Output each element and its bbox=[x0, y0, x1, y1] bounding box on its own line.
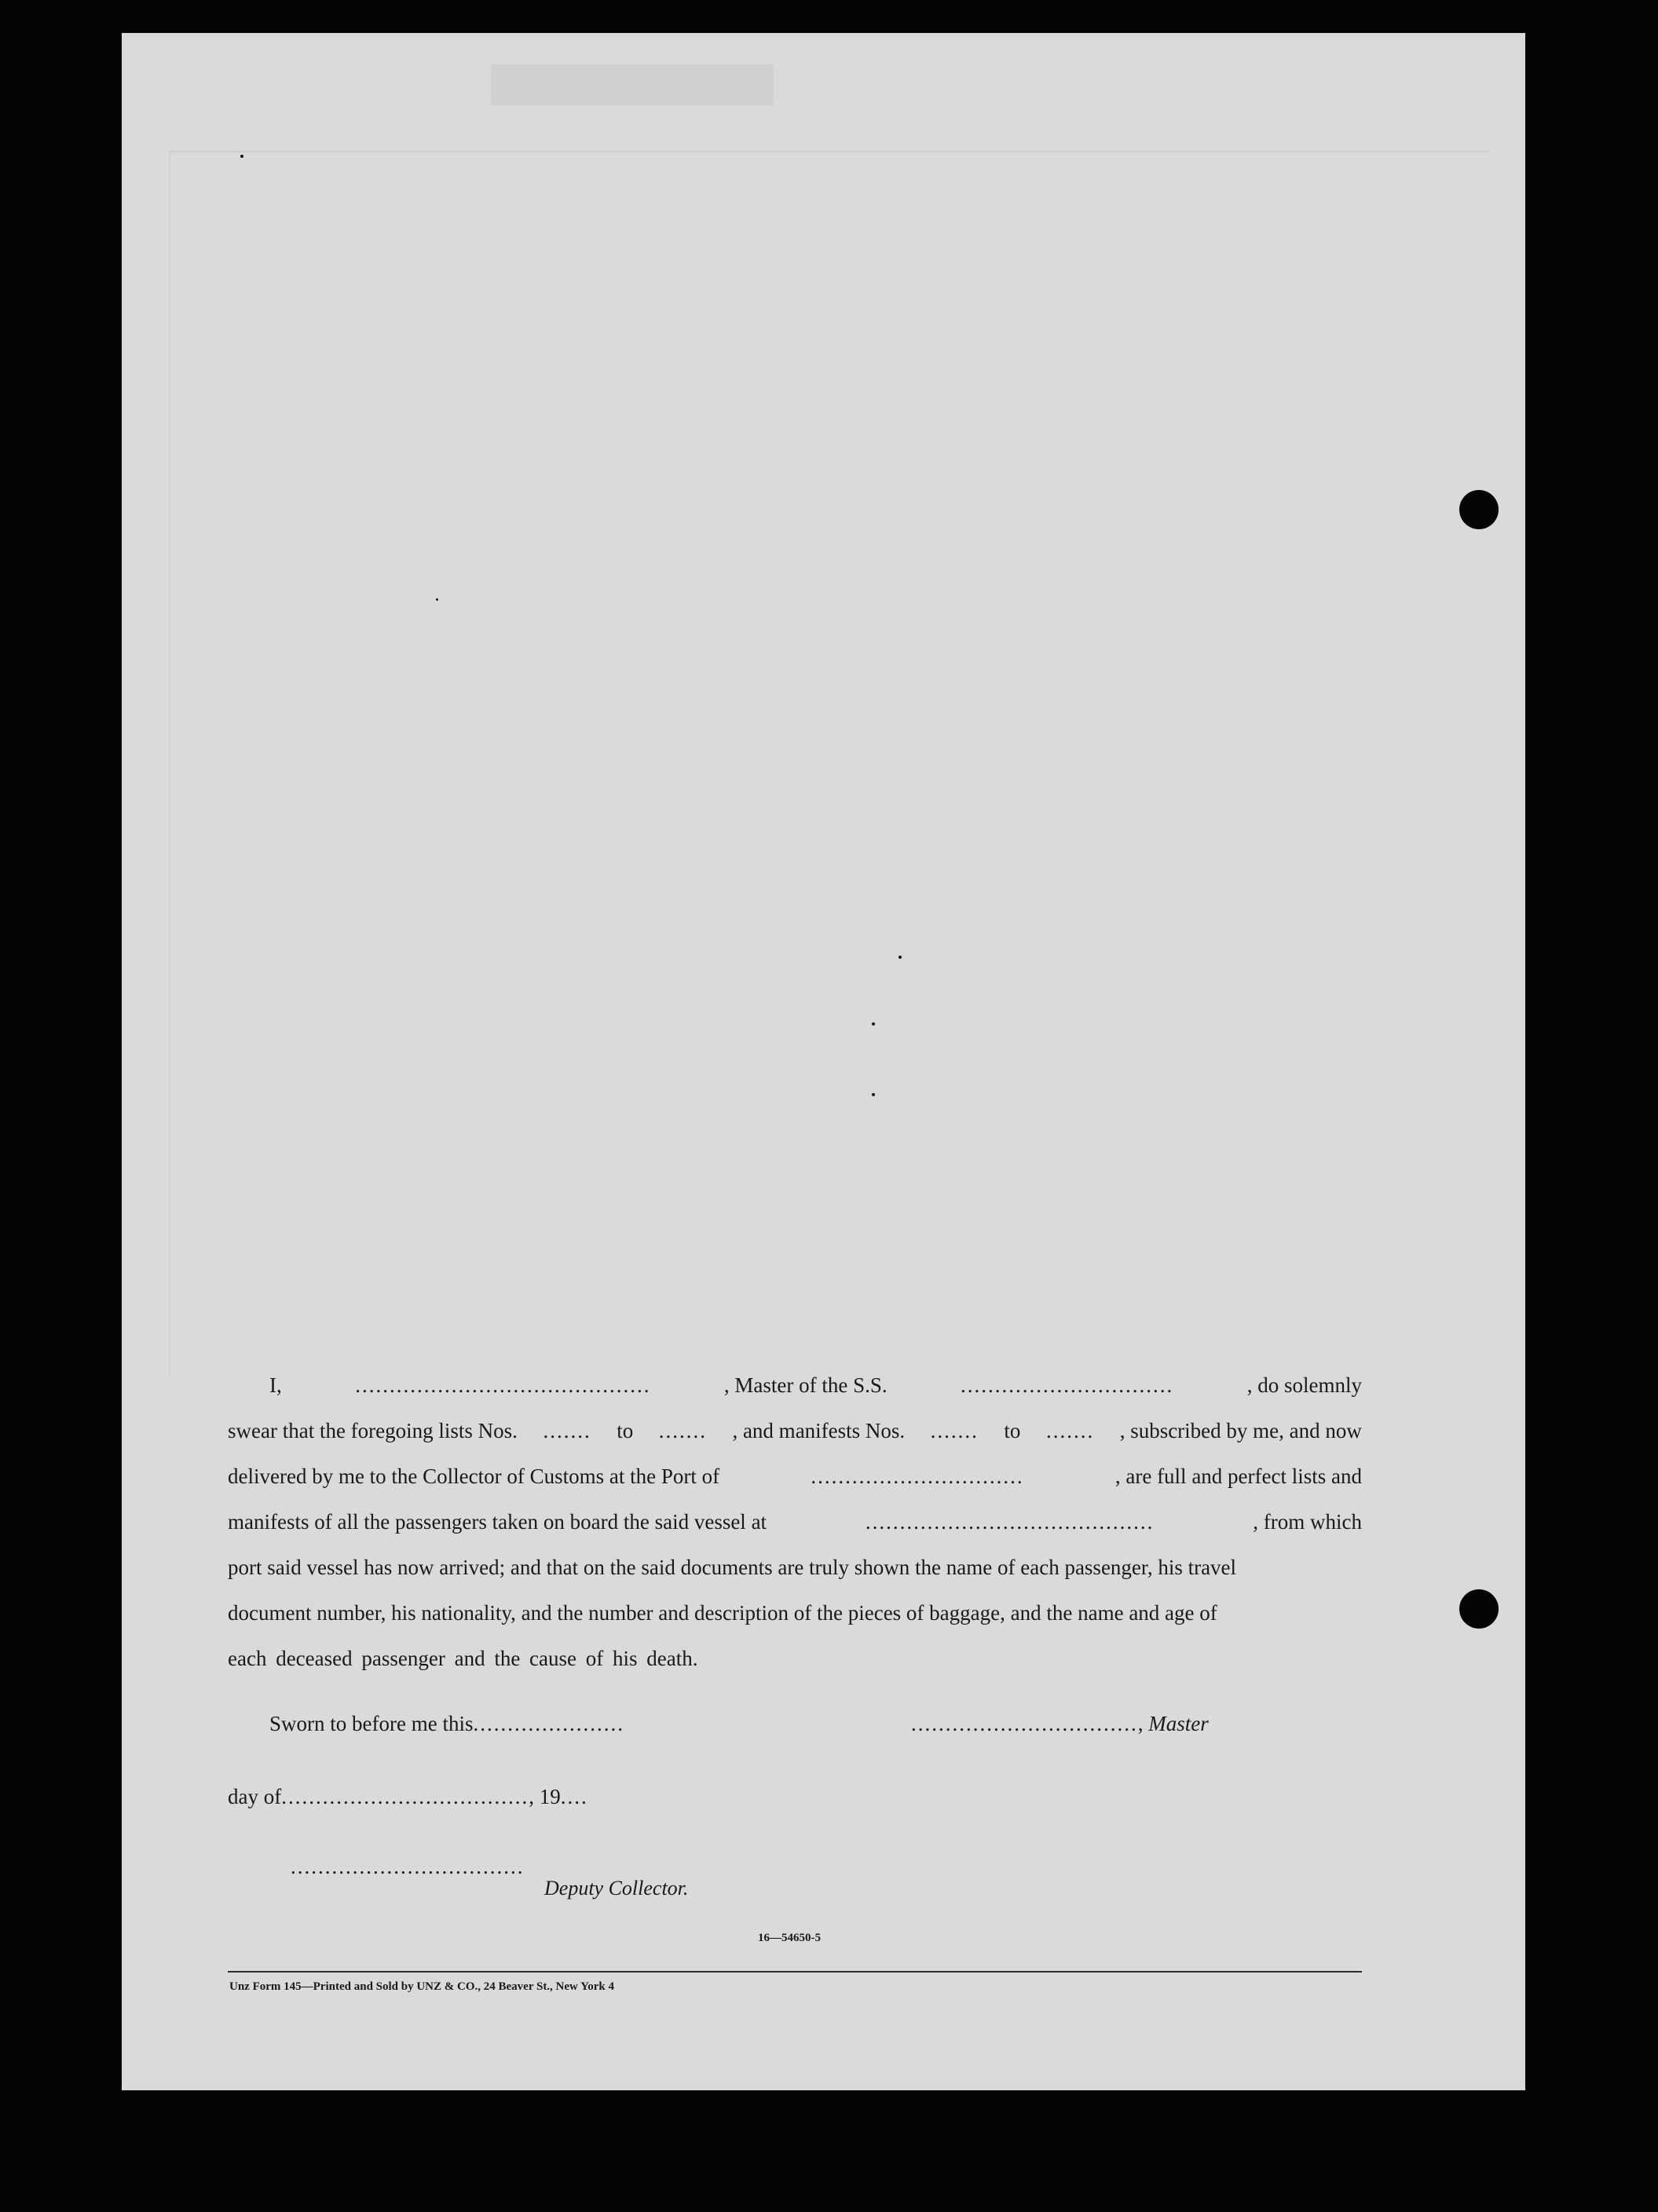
text: swear that the foregoing lists Nos. bbox=[228, 1419, 518, 1442]
form-number: 16—54650-5 bbox=[758, 1932, 821, 1944]
fill-dots: ....... bbox=[543, 1419, 591, 1442]
fill-dots: ...................... bbox=[473, 1712, 624, 1735]
fill-dots: ............................... bbox=[811, 1464, 1024, 1488]
year-label: , 19 bbox=[529, 1785, 561, 1808]
speck bbox=[872, 1093, 875, 1096]
fill-dots: ................................. bbox=[911, 1712, 1138, 1735]
fill-dots: ....... bbox=[1045, 1419, 1095, 1442]
bleed-through-header bbox=[491, 64, 774, 105]
sworn-label: Sworn to before me this bbox=[269, 1712, 474, 1735]
punch-hole-top bbox=[1459, 490, 1499, 529]
master-signature-line: ................................., Master bbox=[911, 1712, 1209, 1735]
text: each deceased passenger and the cause of his death. bbox=[228, 1647, 698, 1670]
declaration-line bbox=[228, 1636, 1362, 1681]
speck bbox=[240, 155, 243, 158]
printer-imprint: Unz Form 145—Printed and Sold by UNZ & CO., 24 Beaver St., New York 4 bbox=[229, 1980, 614, 1993]
text: , Master of the S.S. bbox=[723, 1373, 888, 1397]
day-label: day of bbox=[228, 1785, 282, 1808]
text: , do solemnly bbox=[1246, 1373, 1362, 1397]
text: , are full and perfect lists and bbox=[1114, 1464, 1362, 1488]
text: to bbox=[1004, 1419, 1021, 1442]
fill-dots: ........................................... bbox=[355, 1373, 651, 1397]
deputy-collector-label: Deputy Collector. bbox=[544, 1877, 689, 1899]
speck bbox=[436, 598, 438, 601]
text: to bbox=[617, 1419, 634, 1442]
master-declaration bbox=[228, 1362, 1362, 1681]
text: , and manifests Nos. bbox=[732, 1419, 906, 1442]
fill-dots: ....... bbox=[658, 1419, 707, 1442]
day-of-line bbox=[228, 1785, 588, 1809]
fill-dots: .................................... bbox=[281, 1785, 529, 1808]
text: , subscribed by me, and now bbox=[1119, 1419, 1362, 1442]
declaration-line bbox=[228, 1499, 1362, 1545]
speck bbox=[899, 956, 902, 959]
declaration-line bbox=[228, 1362, 1362, 1408]
fill-dots: .......................................... bbox=[865, 1510, 1155, 1534]
text: delivered by me to the Collector of Customs at the Port of bbox=[228, 1464, 720, 1488]
divider bbox=[228, 1971, 1362, 1973]
bleed-through-table bbox=[169, 151, 1490, 1377]
speck bbox=[872, 1022, 875, 1026]
text: , from which bbox=[1253, 1510, 1362, 1534]
declaration-line bbox=[228, 1590, 1362, 1636]
declaration-line bbox=[228, 1408, 1362, 1453]
text: I, bbox=[269, 1373, 282, 1397]
text: manifests of all the passengers taken on board the said vessel at bbox=[228, 1510, 767, 1534]
fill-dots: ....... bbox=[930, 1419, 979, 1442]
document-page bbox=[122, 33, 1525, 2090]
master-label: Master bbox=[1148, 1712, 1209, 1735]
fill-dots: .... bbox=[560, 1785, 588, 1808]
declaration-line bbox=[228, 1545, 1362, 1590]
text: port said vessel has now arrived; and that on the said documents are truly shown the name of each passenger, his travel bbox=[228, 1556, 1237, 1579]
text: document number, his nationality, and the number and description of the pieces of baggage, and the name and age of bbox=[228, 1601, 1217, 1625]
fill-dots: ............................... bbox=[961, 1373, 1174, 1397]
deputy-signature-dots: .................................. bbox=[291, 1855, 525, 1878]
declaration-line bbox=[228, 1453, 1362, 1499]
punch-hole-bottom bbox=[1459, 1589, 1499, 1629]
sworn-line bbox=[269, 1712, 624, 1736]
